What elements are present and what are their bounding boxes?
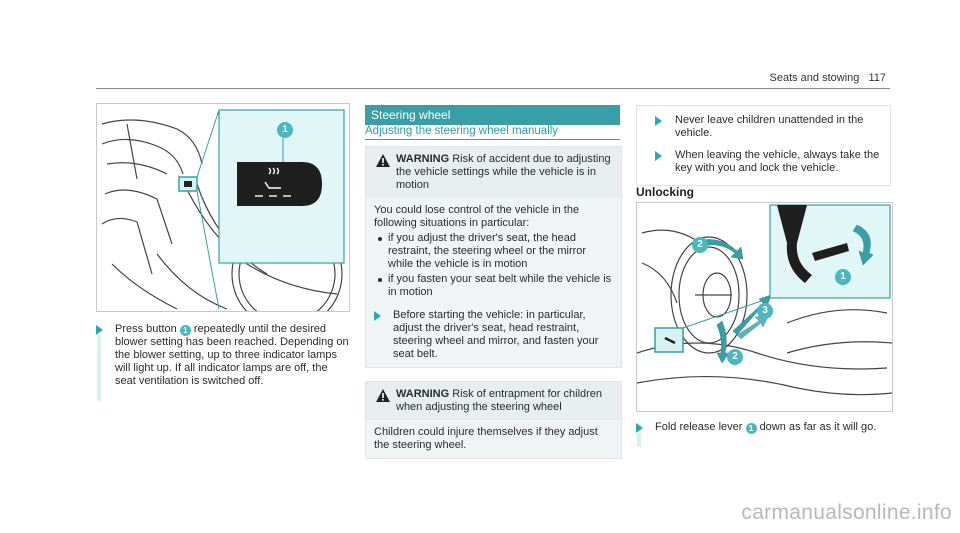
steering-unlock-figure xyxy=(636,202,893,412)
warning-body xyxy=(366,198,621,367)
warning-triangle-icon xyxy=(376,389,390,406)
instruction-text: Never leave children unattended in the vehicle. xyxy=(675,114,864,139)
warning-box-entrapment xyxy=(365,381,622,459)
instruction-text-2: repeatedly until the desired xyxy=(193,323,326,335)
warning-title: Risk of entrapment for children when adjusting the steering wheel xyxy=(396,388,603,413)
warning-body: Children could injure themselves if they adjust the steering wheel. xyxy=(366,420,621,458)
callout-1: 1 xyxy=(277,122,293,138)
instruction-text-3: blower setting has been reached. Depending on the blower setting, up to three indicator lamps will light up. If all indicator lamps are off, the seat ventilation is switched off. xyxy=(115,336,349,387)
warning-text: You could lose control of the vehicle in the following situations in particular: xyxy=(374,204,580,229)
instruction-text: When leaving the vehicle, always take the key with you and lock the vehicle. xyxy=(675,149,880,174)
instruction-text: Fold release lever xyxy=(655,421,743,433)
instruction-text: Before starting the vehicle: in particular, adjust the driver's seat, head restraint, steering wheel and mirror, and fasten your seat belt. xyxy=(393,309,599,360)
unlocking-heading: Unlocking xyxy=(636,185,695,199)
warning-header xyxy=(366,382,621,420)
instruction-text: Press button xyxy=(115,323,177,335)
subheading: Adjusting the steering wheel manually xyxy=(365,125,620,140)
page-number: 117 xyxy=(868,72,886,84)
instruction-arrow-icon xyxy=(655,149,667,161)
warning-bullet xyxy=(374,232,613,271)
callout-1-inline: 1 xyxy=(746,423,757,434)
instruction-arrow-icon xyxy=(374,309,386,321)
instruction-arrow-icon xyxy=(96,323,108,401)
instruction-box xyxy=(636,105,891,186)
warning-label: WARNING xyxy=(396,153,450,165)
instruction-text-2: down as far as it will go. xyxy=(759,421,877,433)
section-title: Steering wheel xyxy=(365,105,620,125)
seat-ventilation-figure xyxy=(96,103,350,312)
warning-bullet xyxy=(374,273,613,299)
header-title: Seats and stowing xyxy=(769,72,860,84)
warning-title: Risk of accident due to adjusting the vehicle settings while the vehicle is in motion xyxy=(396,153,611,191)
callout-1-inline: 1 xyxy=(180,325,191,336)
warning-header xyxy=(366,147,621,198)
instruction-arrow-icon xyxy=(636,421,648,447)
warning-triangle-icon xyxy=(376,154,390,171)
callout-3: 3 xyxy=(757,303,773,319)
header-rule xyxy=(96,88,890,89)
callout-2-top: 2 xyxy=(692,237,708,253)
instruction-take-key xyxy=(637,149,890,175)
instruction-fold-lever xyxy=(636,421,896,434)
warning-label: WARNING xyxy=(396,388,450,400)
page-header xyxy=(770,72,887,84)
instruction-never-leave xyxy=(637,114,890,140)
warning-instruction xyxy=(374,309,613,361)
callout-1: 1 xyxy=(835,269,851,285)
bullet-text: if you fasten your seat belt while the vehicle is in motion xyxy=(388,273,612,298)
instruction-arrow-icon xyxy=(655,114,667,126)
watermark: carmanualsonline.info xyxy=(741,501,952,524)
instruction-press-button xyxy=(96,323,351,388)
bullet-text: if you adjust the driver's seat, the head restraint, the steering wheel or the mirror while the vehicle is in motion xyxy=(388,232,587,270)
warning-box-accident xyxy=(365,146,622,368)
callout-2-bottom: 2 xyxy=(727,349,743,365)
